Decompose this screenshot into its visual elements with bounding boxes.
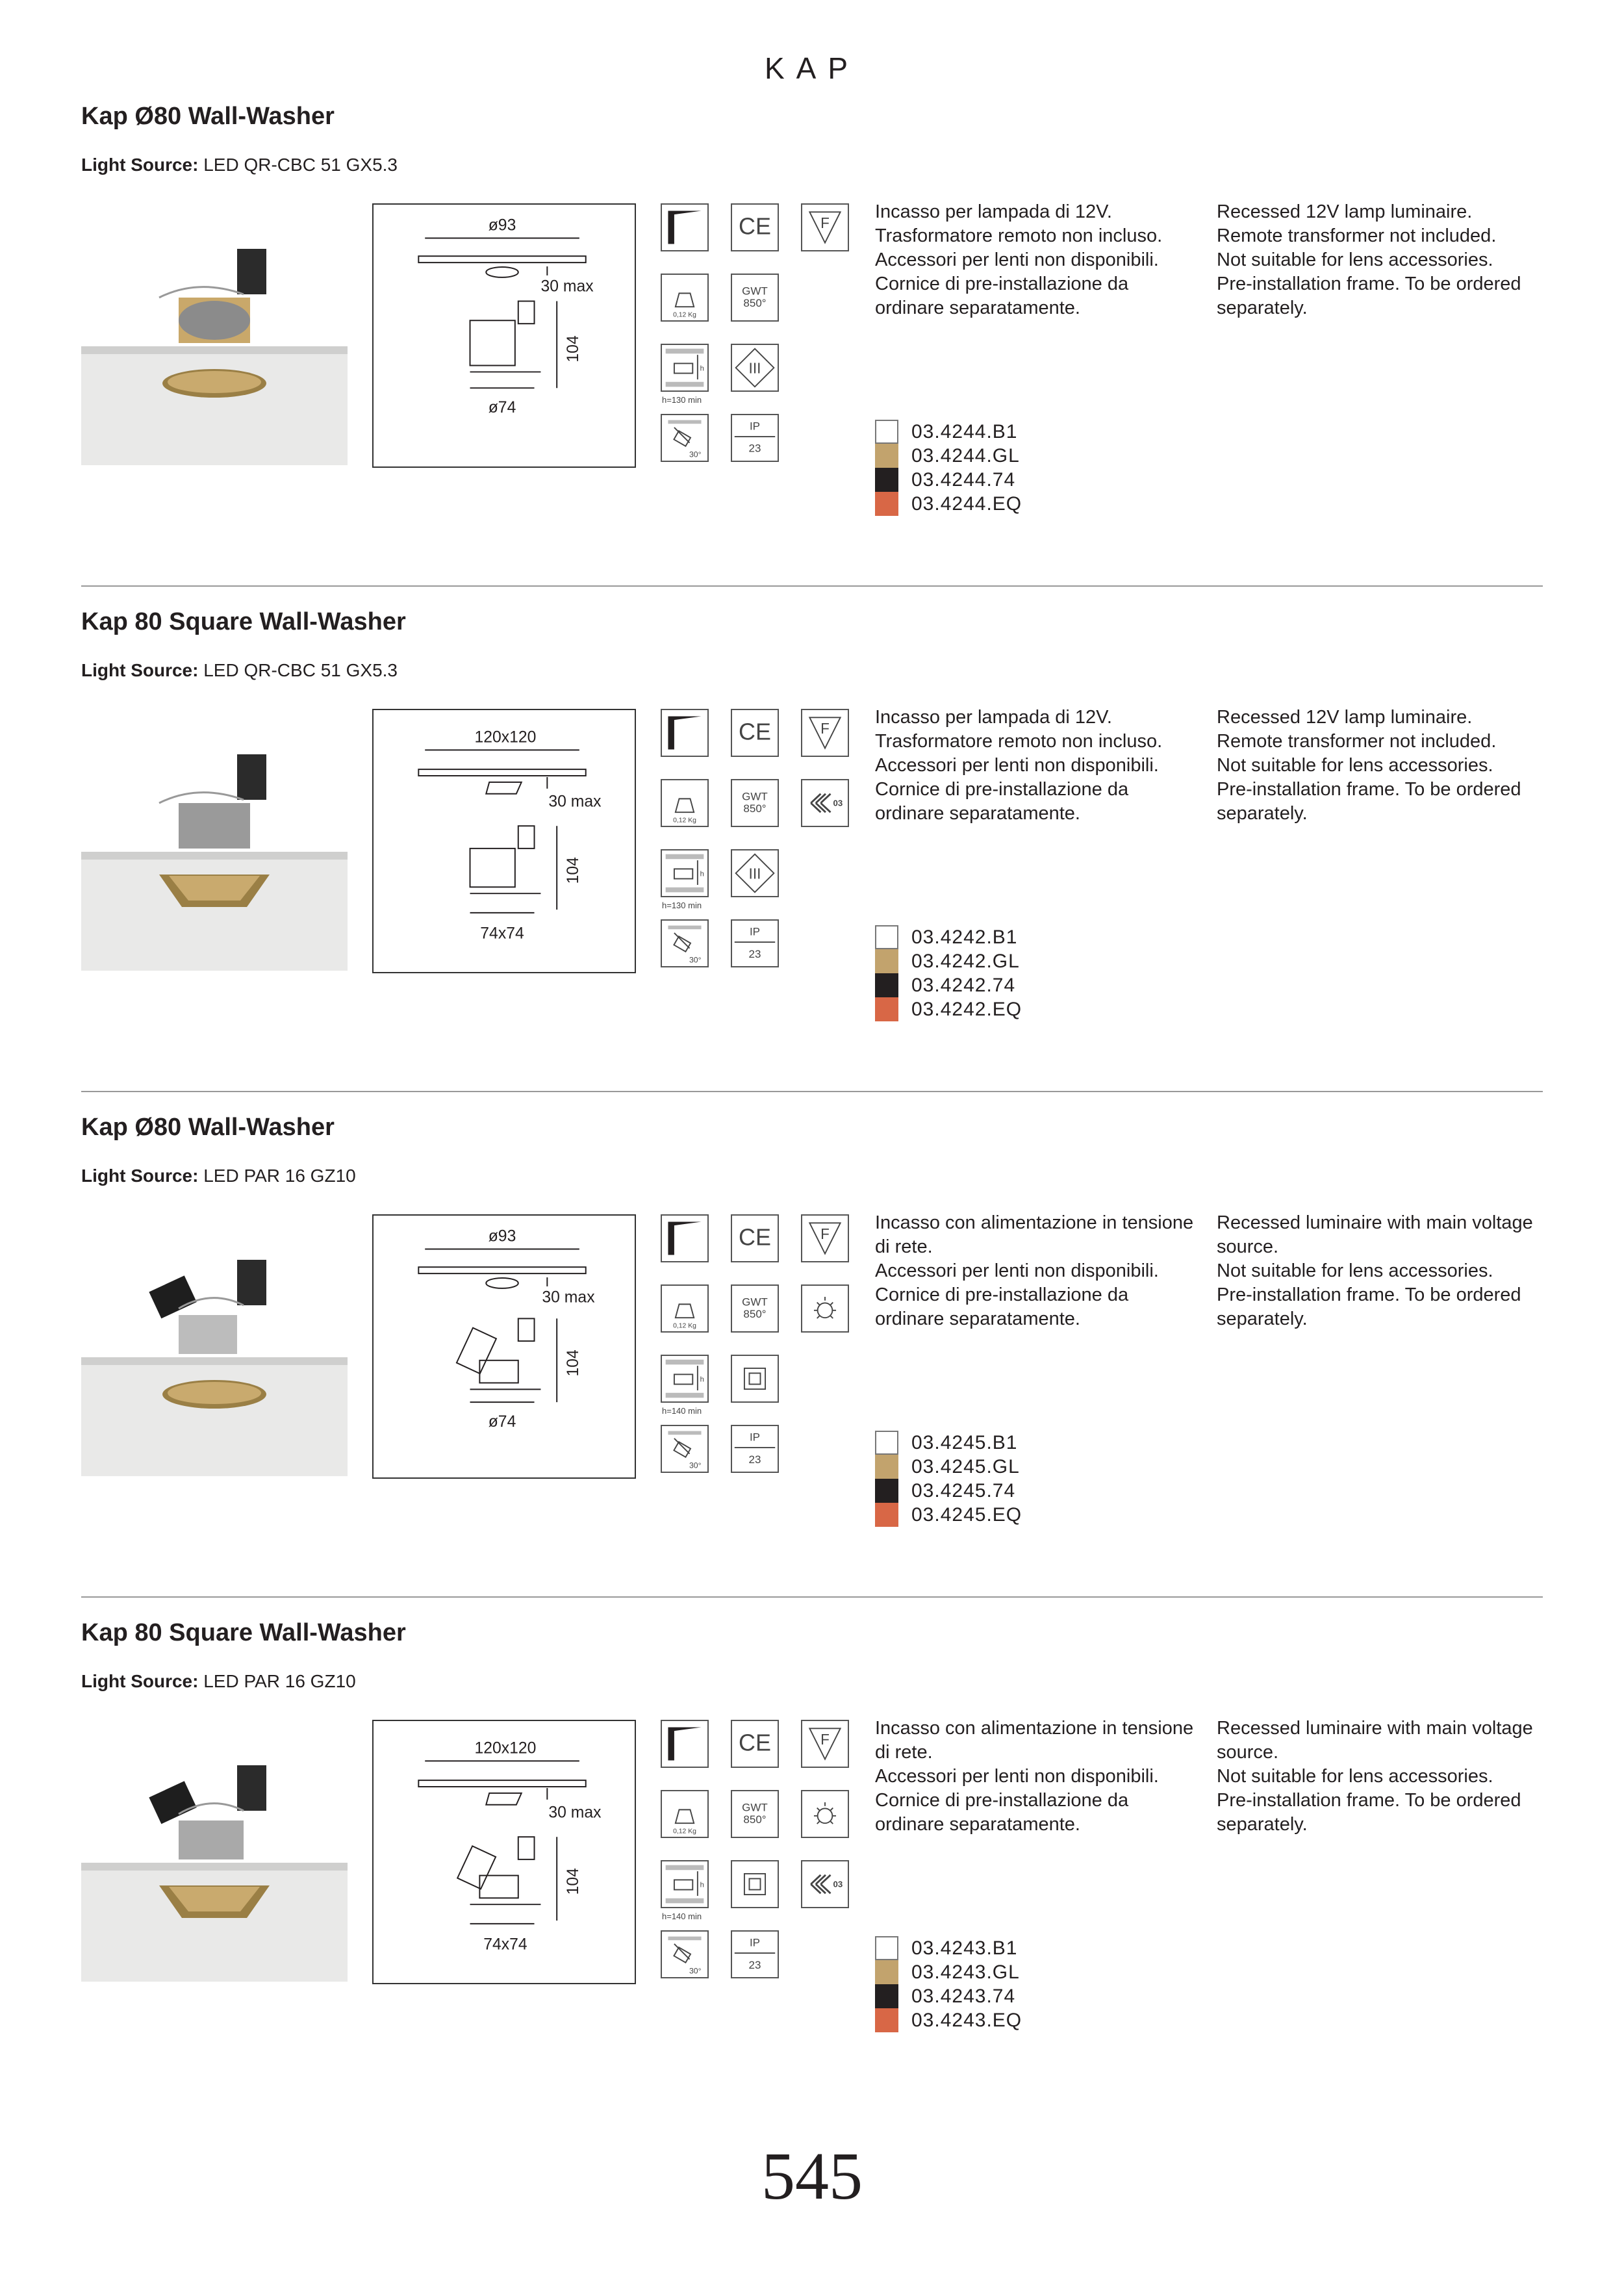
- ip-rating-icon: [731, 414, 779, 462]
- wallwasher-icon: [661, 203, 709, 251]
- class-ii-icon: [731, 1355, 779, 1403]
- ip-rating-icon: [731, 1425, 779, 1473]
- weight-label: 0,12 Kg: [673, 817, 696, 824]
- finish-swatch-black: [875, 1479, 898, 1503]
- recess-depth-icon: [661, 1355, 709, 1403]
- finish-swatch-orange: [875, 1503, 898, 1527]
- trim-03-icon: [801, 1860, 849, 1908]
- tilt-angle-icon: [661, 1930, 709, 1978]
- ip-label: IP: [749, 420, 761, 433]
- hmin-label: h=130 min: [662, 901, 702, 910]
- description-italian: Incasso con alimentazione in tensione di rete. Accessori per lenti non disponibili. Cornice di pre-installazione da ordinare separatamente.: [875, 1212, 1194, 1329]
- finish-code-row: [875, 1503, 1022, 1527]
- finish-codes: [875, 1936, 1022, 2032]
- class-ii-icon: [731, 1860, 779, 1908]
- description-italian: Incasso per lampada di 12V. Trasformatore remoto non incluso. Accessori per lenti non disponibili. Cornice di pre-installazione da ordinare separatamente.: [875, 201, 1163, 318]
- light-source-label: Light Source:: [81, 1671, 199, 1691]
- weight-icon: [661, 779, 709, 827]
- finish-swatch-white: [875, 420, 898, 444]
- finish-code: 03.4244.GL: [911, 444, 1020, 466]
- finish-code: 03.4243.EQ: [911, 2009, 1022, 2031]
- technical-drawing: [372, 709, 636, 973]
- finish-swatch-gold: [875, 444, 898, 468]
- f-mark-icon: [801, 709, 849, 757]
- light-source: [81, 1166, 356, 1186]
- product-section: [81, 608, 1543, 1114]
- light-source-value: LED QR-CBC 51 GX5.3: [203, 155, 398, 175]
- finish-code: 03.4242.74: [911, 974, 1016, 996]
- dim-bottom: ø74: [488, 1412, 516, 1431]
- dim-top: 120x120: [474, 1739, 537, 1757]
- gwt-temp: 850°: [743, 297, 767, 310]
- finish-swatch-white: [875, 925, 898, 949]
- angle-label: 30°: [689, 1966, 702, 1976]
- ce-mark-icon: [731, 203, 779, 251]
- finish-code-row: [875, 420, 1022, 444]
- product-photo: [81, 1211, 348, 1476]
- finish-swatch-black: [875, 468, 898, 492]
- finish-code: 03.4245.GL: [911, 1455, 1020, 1477]
- ip-label: IP: [749, 1936, 761, 1949]
- finish-code: 03.4242.GL: [911, 950, 1020, 972]
- f-label: F: [820, 1225, 830, 1242]
- trim-03-icon: [801, 779, 849, 827]
- finish-swatch-black: [875, 973, 898, 997]
- angle-label: 30°: [689, 450, 702, 459]
- light-source-value: LED QR-CBC 51 GX5.3: [203, 660, 398, 680]
- dim-height: 104: [564, 857, 582, 884]
- class-iii-icon: [731, 344, 779, 392]
- ip-label: IP: [749, 1431, 761, 1444]
- ip-value: 23: [748, 947, 761, 960]
- product-title: Kap Ø80 Wall-Washer: [81, 1114, 335, 1141]
- weight-icon: [661, 1284, 709, 1333]
- section-divider: [81, 585, 1543, 587]
- gwt-label: GWT: [742, 285, 768, 298]
- finish-code-row: [875, 949, 1022, 973]
- h-label: h: [700, 1881, 704, 1889]
- weight-label: 0,12 Kg: [673, 1828, 696, 1835]
- recess-depth-icon: [661, 344, 709, 392]
- finish-swatch-white: [875, 1936, 898, 1960]
- finish-codes: [875, 420, 1022, 516]
- product-section: [81, 1114, 1543, 1619]
- angle-label: 30°: [689, 1461, 702, 1470]
- finish-code-row: [875, 973, 1022, 997]
- gwt-icon: [731, 1790, 779, 1838]
- gwt-label: GWT: [742, 1801, 768, 1814]
- dim-bottom: ø74: [488, 398, 516, 416]
- finish-swatch-gold: [875, 1455, 898, 1479]
- section-divider: [81, 1091, 1543, 1092]
- finish-code: 03.4243.74: [911, 1985, 1016, 2007]
- finish-swatch-orange: [875, 492, 898, 516]
- finish-code-row: [875, 925, 1022, 949]
- light-source-value: LED PAR 16 GZ10: [203, 1671, 356, 1691]
- product-title: Kap 80 Square Wall-Washer: [81, 608, 406, 635]
- ce-mark-icon: [731, 709, 779, 757]
- gwt-temp: 850°: [743, 1308, 767, 1321]
- product-section: [81, 103, 1543, 608]
- class-label: III: [748, 359, 761, 377]
- product-photo: [81, 706, 348, 971]
- product-title: Kap Ø80 Wall-Washer: [81, 103, 335, 130]
- gwt-temp: 850°: [743, 802, 767, 815]
- f-label: F: [820, 214, 830, 231]
- finish-code-row: [875, 444, 1022, 468]
- description-english: Recessed 12V lamp luminaire. Remote transformer not included. Not suitable for lens accessories. Pre-installation frame. To be ordered separately.: [1217, 201, 1521, 318]
- ce-label: CE: [739, 212, 771, 240]
- product-photo: [81, 1717, 348, 1982]
- light-source-label: Light Source:: [81, 1166, 199, 1186]
- class-label: III: [748, 865, 761, 882]
- description-english: Recessed luminaire with main voltage source. Not suitable for lens accessories. Pre-installation frame. To be ordered separately.: [1217, 1212, 1533, 1329]
- product-section: [81, 1619, 1543, 2125]
- finish-code-row: [875, 1984, 1022, 2008]
- h-label: h: [700, 870, 704, 878]
- f-mark-icon: [801, 1214, 849, 1262]
- finish-code-row: [875, 997, 1022, 1021]
- light-source: [81, 660, 398, 681]
- weight-icon: [661, 1790, 709, 1838]
- dim-height: 104: [564, 1868, 582, 1895]
- finish-code: 03.4242.EQ: [911, 998, 1022, 1020]
- wallwasher-icon: [661, 1214, 709, 1262]
- h-label: h: [700, 1375, 704, 1384]
- tilt-angle-icon: [661, 414, 709, 462]
- finish-swatch-gold: [875, 1960, 898, 1984]
- gwt-icon: [731, 274, 779, 322]
- ce-mark-icon: [731, 1720, 779, 1768]
- class-iii-icon: [731, 849, 779, 897]
- tilt-angle-icon: [661, 1425, 709, 1473]
- description-italian: Incasso per lampada di 12V. Trasformatore remoto non incluso. Accessori per lenti non disponibili. Cornice di pre-installazione da ordinare separatamente.: [875, 707, 1163, 824]
- finish-code: 03.4245.EQ: [911, 1503, 1022, 1526]
- f-label: F: [820, 1730, 830, 1748]
- light-source: [81, 155, 398, 175]
- light-source-value: LED PAR 16 GZ10: [203, 1166, 356, 1186]
- ip-value: 23: [748, 1958, 761, 1971]
- dim-top: 120x120: [474, 728, 537, 747]
- section-divider: [81, 1596, 1543, 1598]
- product-photo: [81, 200, 348, 465]
- dim-height: 104: [564, 1349, 582, 1377]
- finish-code: 03.4245.B1: [911, 1431, 1018, 1453]
- h-label: h: [700, 364, 704, 373]
- product-title: Kap 80 Square Wall-Washer: [81, 1619, 406, 1646]
- finish-code-row: [875, 1479, 1022, 1503]
- dim-depth: 30 max: [542, 1288, 595, 1307]
- technical-drawing: [372, 1720, 636, 1984]
- ce-label: CE: [739, 718, 771, 745]
- finish-code-row: [875, 1936, 1022, 1960]
- trim-label: 03: [833, 798, 843, 808]
- finish-swatch-orange: [875, 997, 898, 1021]
- dimmable-icon: [801, 1790, 849, 1838]
- finish-swatch-orange: [875, 2008, 898, 2032]
- ip-rating-icon: [731, 1930, 779, 1978]
- ce-label: CE: [739, 1223, 771, 1251]
- weight-label: 0,12 Kg: [673, 311, 696, 319]
- hmin-label: h=140 min: [662, 1406, 702, 1416]
- dim-top: ø93: [488, 1227, 516, 1246]
- dim-height: 104: [564, 335, 582, 363]
- technical-drawing: [372, 203, 636, 468]
- hmin-label: h=130 min: [662, 395, 702, 405]
- gwt-icon: [731, 1284, 779, 1333]
- dim-bottom: 74x74: [483, 1935, 527, 1954]
- dim-depth: 30 max: [548, 1804, 602, 1822]
- weight-icon: [661, 274, 709, 322]
- dimmable-icon: [801, 1284, 849, 1333]
- finish-swatch-gold: [875, 949, 898, 973]
- ip-value: 23: [748, 442, 761, 455]
- tilt-angle-icon: [661, 919, 709, 967]
- description-english: Recessed 12V lamp luminaire. Remote transformer not included. Not suitable for lens accessories. Pre-installation frame. To be ordered separately.: [1217, 707, 1521, 824]
- light-source-label: Light Source:: [81, 660, 199, 680]
- light-source-label: Light Source:: [81, 155, 199, 175]
- dim-bottom: 74x74: [480, 925, 524, 943]
- finish-code-row: [875, 1455, 1022, 1479]
- brand-title: KAP: [764, 51, 860, 85]
- technical-drawing: [372, 1214, 636, 1479]
- finish-code: 03.4243.GL: [911, 1961, 1020, 1983]
- finish-code-row: [875, 2008, 1022, 2032]
- finish-code-row: [875, 1960, 1022, 1984]
- f-mark-icon: [801, 1720, 849, 1768]
- finish-code: 03.4243.B1: [911, 1937, 1018, 1959]
- recess-depth-icon: [661, 1860, 709, 1908]
- finish-code-row: [875, 492, 1022, 516]
- finish-swatch-black: [875, 1984, 898, 2008]
- finish-code: 03.4245.74: [911, 1479, 1016, 1501]
- wallwasher-icon: [661, 709, 709, 757]
- gwt-label: GWT: [742, 1296, 768, 1309]
- finish-code: 03.4244.B1: [911, 420, 1018, 442]
- description-italian: Incasso con alimentazione in tensione di rete. Accessori per lenti non disponibili. Cornice di pre-installazione da ordinare separatamente.: [875, 1718, 1194, 1835]
- finish-codes: [875, 925, 1022, 1021]
- description-english: Recessed luminaire with main voltage source. Not suitable for lens accessories. Pre-installation frame. To be ordered separately.: [1217, 1718, 1533, 1835]
- finish-code: 03.4242.B1: [911, 926, 1018, 948]
- ip-label: IP: [749, 925, 761, 938]
- f-label: F: [820, 719, 830, 737]
- recess-depth-icon: [661, 849, 709, 897]
- ce-mark-icon: [731, 1214, 779, 1262]
- ce-label: CE: [739, 1729, 771, 1756]
- weight-label: 0,12 Kg: [673, 1322, 696, 1330]
- gwt-icon: [731, 779, 779, 827]
- dim-depth: 30 max: [548, 793, 602, 811]
- ip-value: 23: [748, 1453, 761, 1466]
- finish-code-row: [875, 1431, 1022, 1455]
- finish-codes: [875, 1431, 1022, 1527]
- angle-label: 30°: [689, 955, 702, 965]
- light-source: [81, 1671, 356, 1692]
- trim-label: 03: [833, 1879, 843, 1889]
- gwt-temp: 850°: [743, 1813, 767, 1826]
- f-mark-icon: [801, 203, 849, 251]
- finish-code: 03.4244.EQ: [911, 492, 1022, 515]
- dim-top: ø93: [488, 216, 516, 235]
- hmin-label: h=140 min: [662, 1911, 702, 1921]
- finish-swatch-white: [875, 1431, 898, 1455]
- page-number: 545: [761, 2139, 863, 2214]
- wallwasher-icon: [661, 1720, 709, 1768]
- dim-depth: 30 max: [540, 277, 594, 296]
- finish-code-row: [875, 468, 1022, 492]
- gwt-label: GWT: [742, 790, 768, 803]
- ip-rating-icon: [731, 919, 779, 967]
- finish-code: 03.4244.74: [911, 468, 1016, 491]
